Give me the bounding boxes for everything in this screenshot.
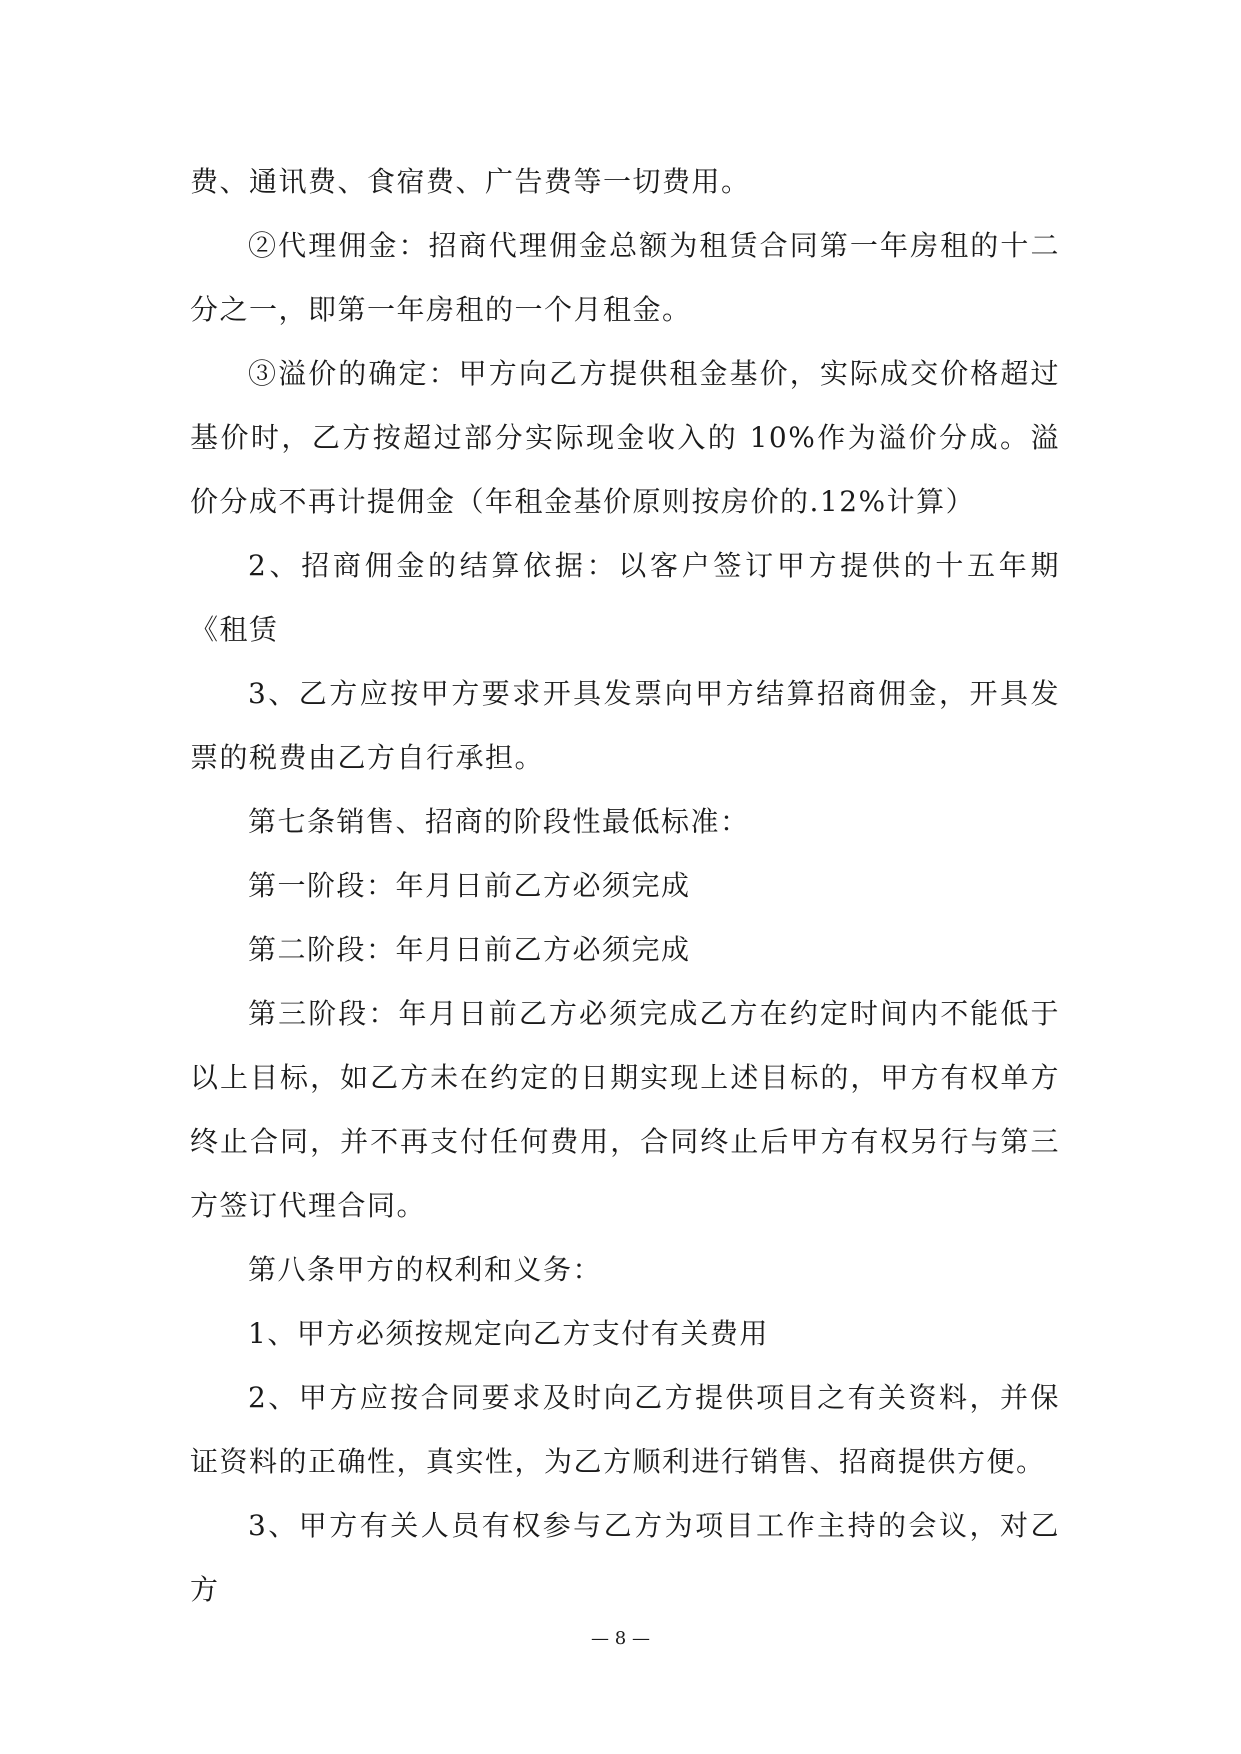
paragraph: 第三阶段：年月日前乙方必须完成乙方在约定时间内不能低于以上目标，如乙方未在约定的日期实现上述目标的，甲方有权单方终止合同，并不再支付任何费用，合同终止后甲方有权另行与第三方签订代理合同。 — [190, 997, 1060, 1222]
paragraph: ③溢价的确定：甲方向乙方提供租金基价，实际成交价格超过基价时，乙方按超过部分实际现金收入的 10%作为溢价分成。溢价分成不再计提佣金（年租金基价原则按房价的.12%计算） — [190, 357, 1060, 518]
paragraph: ②代理佣金：招商代理佣金总额为租赁合同第一年房租的十二分之一，即第一年房租的一个月租金。 — [190, 229, 1060, 326]
section-heading: 第八条甲方的权利和义务： — [248, 1253, 603, 1286]
section-heading: 第七条销售、招商的阶段性最低标准： — [248, 805, 750, 838]
paragraph: 2、甲方应按合同要求及时向乙方提供项目之有关资料，并保证资料的正确性，真实性，为乙方顺利进行销售、招商提供方便。 — [190, 1381, 1060, 1478]
paragraph: 2、招商佣金的结算依据：以客户签订甲方提供的十五年期《租赁 — [190, 549, 1060, 646]
paragraph: 第一阶段：年月日前乙方必须完成 — [248, 869, 691, 902]
paragraph: 1、甲方必须按规定向乙方支付有关费用 — [248, 1317, 769, 1350]
paragraph: 3、乙方应按甲方要求开具发票向甲方结算招商佣金，开具发票的税费由乙方自行承担。 — [190, 677, 1060, 774]
page-number: — 8 — — [591, 1628, 650, 1649]
document-body — [190, 150, 1060, 1622]
paragraph: 第二阶段：年月日前乙方必须完成 — [248, 933, 691, 966]
paragraph: 费、通讯费、食宿费、广告费等一切费用。 — [190, 165, 751, 198]
paragraph: 3、甲方有关人员有权参与乙方为项目工作主持的会议，对乙方 — [190, 1509, 1060, 1606]
